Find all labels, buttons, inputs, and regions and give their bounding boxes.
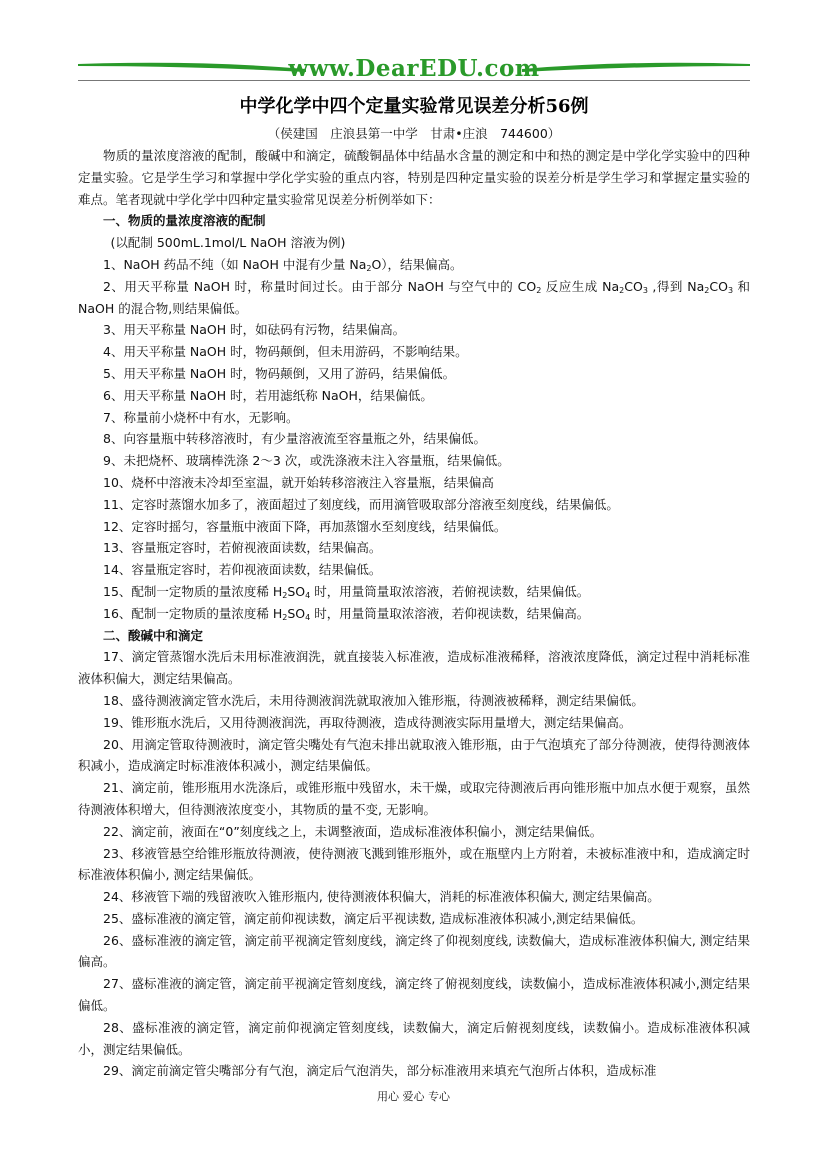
list-item: 9、未把烧杯、玻璃棒洗涤 2～3 次，或洗涤液未注入容量瓶，结果偏低。: [103, 453, 510, 469]
list-item: 3、用天平称量 NaOH 时，如砝码有污物，结果偏高。: [103, 322, 406, 338]
list-item: 4、用天平称量 NaOH 时，物码颠倒，但未用游码，不影响结果。: [103, 344, 468, 360]
page-title: 中学化学中四个定量实验常见误差分析56例: [239, 96, 589, 117]
list-item: 7、称量前小烧杯中有水，无影响。: [103, 409, 299, 425]
section-heading-1: 一、物质的量浓度溶液的配制: [103, 213, 266, 229]
list-item: 6、用天平称量 NaOH 时，若用滤纸称 NaOH，结果偏低。: [103, 387, 433, 403]
list-item: 19、锥形瓶水洗后，又用待测液润洗，再取待测液，造成待测液实际用量增大，测定结果偏高。: [103, 714, 632, 730]
article-body: [78, 145, 750, 1082]
list-item-16: 16、配制一定物质的量浓度稀 $H_2SO_4$ 时，用量筒量取浓溶液，若仰视读数，结果偏高。: [103, 605, 590, 622]
list-item: 13、容量瓶定容时，若俯视液面读数，结果偏高。: [103, 540, 382, 556]
list-item: 12、定容时摇匀，容量瓶中液面下降，再加蒸馏水至刻度线，结果偏低。: [103, 518, 507, 534]
list-item: 27、盛标准液的滴定管，滴定前平视滴定管刻度线，滴定终了俯视刻度线，读数偏小，造成标准液体积减小,测定结果偏低。: [78, 976, 750, 1014]
header-rule: [78, 80, 750, 81]
page-footer: 用心 爱心 专心: [377, 1090, 450, 1103]
list-item: 11、定容时蒸馏水加多了，液面超过了刻度线，而用滴管吸取部分溶液至刻度线，结果偏低。: [103, 496, 619, 512]
site-logo-text: www.DearEDU.com: [288, 55, 540, 82]
list-item: 17、滴定管蒸馏水洗后未用标准液润洗，就直接装入标准液，造成标准液稀释，溶液浓度降低，滴定过程中消耗标准液体积偏大，测定结果偏高。: [78, 649, 750, 687]
list-item: 18、盛待测液滴定管水洗后，未用待测液润洗就取液加入锥形瓶，待测液被稀释，测定结果偏低。: [103, 692, 644, 708]
section-heading-2: 二、酸碱中和滴定: [103, 627, 204, 643]
list-item: 5、用天平称量 NaOH 时，物码颠倒，又用了游码，结果偏低。: [103, 365, 456, 381]
section-note-1: (以配制 500mL.1mol/L NaOH 溶液为例): [110, 235, 346, 251]
list-item-2: 2、用天平称量 NaOH 时，称量时间过长。由于部分 NaOH 与空气中的 $CO_2$ 反应生成 $Na_2CO_3$ ,得到 $Na_2CO_3$ 和 NaOH 的混合物,则结果偏低。: [78, 278, 750, 316]
list-item: 14、容量瓶定容时，若仰视液面读数，结果偏低。: [103, 562, 382, 578]
list-item: 26、盛标准液的滴定管，滴定前平视滴定管刻度线，滴定终了仰视刻度线, 读数偏大，造成标准液体积偏大, 测定结果偏高。: [78, 932, 750, 970]
list-item: 28、盛标准液的滴定管，滴定前仰视滴定管刻度线，读数偏大，滴定后俯视刻度线，读数偏小。造成标准液体积减小，测定结果偏低。: [78, 1019, 750, 1057]
list-item-15: 15、配制一定物质的量浓度稀 $H_2SO_4$ 时，用量筒量取浓溶液，若俯视读数，结果偏低。: [103, 583, 590, 600]
list-item: 23、移液管悬空给锥形瓶放待测液，使待测液飞溅到锥形瓶外，或在瓶壁内上方附着，未被标准液中和，造成滴定时标准液体积偏小, 测定结果偏低。: [78, 845, 750, 883]
list-item: 21、滴定前，锥形瓶用水洗涤后，或锥形瓶中残留水，未干燥，或取完待测液后再向锥形瓶中加点水便于观察，虽然待测液体积增大，但待测液浓度变小，其物质的量不变, 无影响。: [78, 780, 750, 817]
list-item: 22、滴定前，液面在“0”刻度线之上，未调整液面，造成标准液体积偏小，测定结果偏低。: [103, 823, 603, 839]
list-item: 25、盛标准液的滴定管，滴定前仰视读数，滴定后平视读数, 造成标准液体积减小,测定结果偏低。: [103, 910, 644, 926]
author-line: （侯建国 庄浪县第一中学 甘肃•庄浪 744600）: [267, 126, 561, 141]
intro-paragraph: 物质的量浓度溶液的配制，酸碱中和滴定，硫酸铜晶体中结晶水含量的测定和中和热的测定是中学化学实验中的四种定量实验。它是学生学习和掌握中学化学实验的重点内容，特别是四种定量实验的误差分析是学生学习和掌握定量实验的难点。笔者现就中学化学中四种定量实验常见误差分析例举如下：: [78, 148, 750, 207]
list-item: 10、烧杯中溶液未冷却至室温，就开始转移溶液注入容量瓶，结果偏高: [103, 474, 494, 490]
list-item: 24、移液管下端的残留液吹入锥形瓶内, 使待测液体积偏大，消耗的标准液体积偏大, 测定结果偏高。: [103, 889, 660, 905]
list-item: 29、滴定前滴定管尖嘴部分有气泡，滴定后气泡消失，部分标准液用来填充气泡所占体积，造成标准: [103, 1063, 657, 1079]
list-item: 20、用滴定管取待测液时，滴定管尖嘴处有气泡未排出就取液入锥形瓶，由于气泡填充了部分待测液，使得待测液体积减小，造成滴定时标准液体积减小，测定结果偏低。: [78, 736, 750, 774]
list-item: 8、向容量瓶中转移溶液时，有少量溶液流至容量瓶之外，结果偏低。: [103, 431, 486, 447]
list-item-1: 1、NaOH 药品不纯（如 NaOH 中混有少量 $Na_2O$），结果偏高。: [103, 256, 463, 273]
